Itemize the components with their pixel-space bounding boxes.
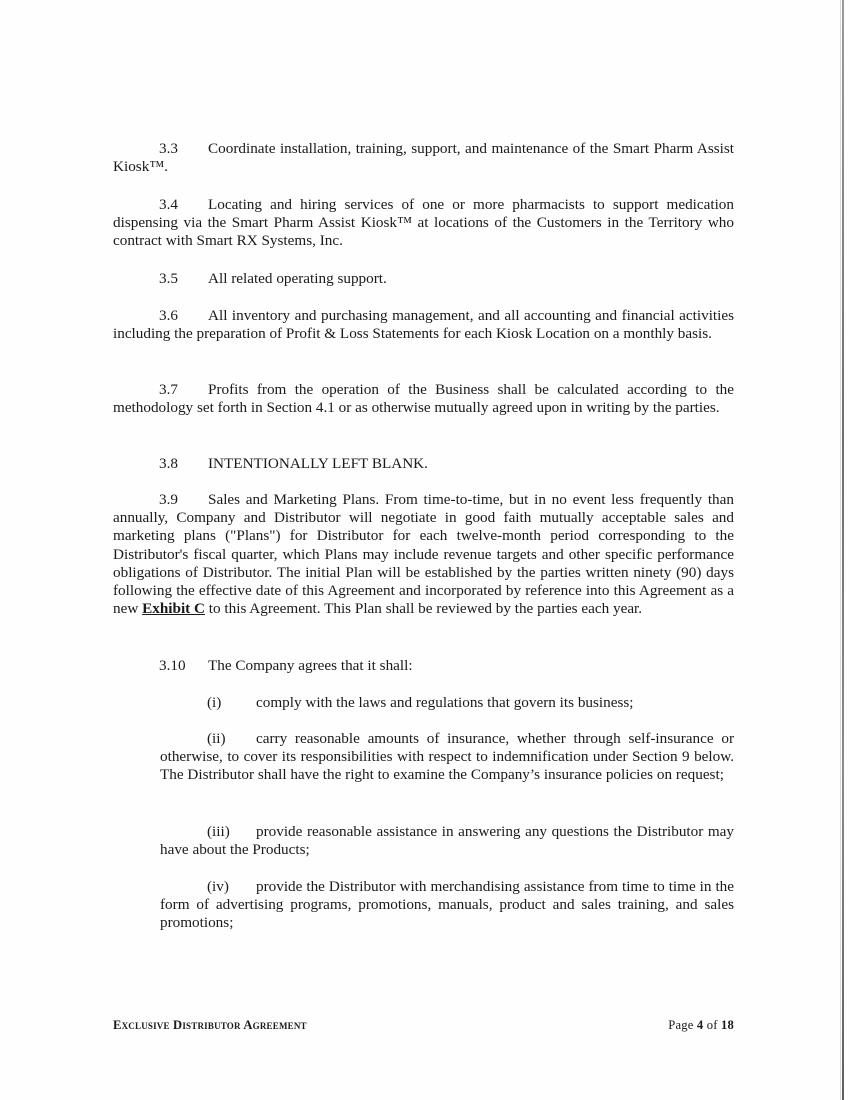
section-3-6 bbox=[113, 307, 734, 343]
section-text: Coordinate installation, training, support, and maintenance of the Smart Pharm Assist Kiosk™. bbox=[113, 140, 734, 176]
page-current: 4 bbox=[696, 1018, 704, 1032]
section-3-3 bbox=[113, 140, 734, 176]
section-text: Locating and hiring services of one or more pharmacists to support medication dispensing via the Smart Pharm Assist Kiosk™ at locations of the Customers in the Territory who contract with Smart RX Systems, Inc. bbox=[113, 196, 734, 250]
section-number: 3.5 bbox=[159, 270, 178, 287]
section-text-continued: to this Agreement. This Plan shall be reviewed by the parties each year. bbox=[208, 600, 643, 618]
section-text: Sales and Marketing Plans. From time-to-time, but in no event less frequently than annually, Company and Distributor will negotiate in good faith mutually acceptable sales and marketing plans ("Plans") for Distributor for each twelve-month period corresponding to the Distributor's fiscal quarter, which Plans may include revenue targets and other specific performance obligations of Distributor. The initial Plan will be established by the parties written ninety (90) days following the effective date of this Agreement and incorporated by reference into this Agreement as a new bbox=[113, 491, 734, 618]
section-text: All related operating support. bbox=[208, 270, 387, 287]
section-number: 3.3 bbox=[159, 140, 178, 157]
section-number: 3.4 bbox=[159, 196, 178, 213]
section-number: 3.6 bbox=[159, 307, 178, 324]
section-text: Profits from the operation of the Business shall be calculated according to the methodology set forth in Section 4.1 or as otherwise mutually agreed upon in writing by the parties. bbox=[113, 381, 734, 417]
scan-edge-highlight bbox=[840, 0, 841, 1100]
item-text: provide reasonable assistance in answering any questions the Distributor may have about the Products; bbox=[160, 823, 734, 859]
item-text: comply with the laws and regulations that govern its business; bbox=[256, 694, 634, 711]
item-number: (iii) bbox=[207, 823, 230, 840]
exhibit-reference: Exhibit C bbox=[142, 600, 205, 618]
section-number: 3.9 bbox=[159, 491, 178, 508]
section-3-10 bbox=[113, 657, 734, 675]
section-3-10-item-iv bbox=[160, 878, 734, 933]
item-number: (iv) bbox=[207, 878, 229, 895]
item-text: carry reasonable amounts of insurance, whether through self-insurance or otherwise, to cover its responsibilities with respect to indemnification under Section 9 below. The Distributor shall have the right to examine the Company’s insurance policies on request; bbox=[160, 730, 734, 784]
section-text: INTENTIONALLY LEFT BLANK. bbox=[208, 455, 428, 472]
section-3-5 bbox=[113, 270, 734, 288]
section-text: All inventory and purchasing management, and all accounting and financial activities including the preparation of Profit & Loss Statements for each Kiosk Location on a monthly basis. bbox=[113, 307, 734, 343]
item-number: (ii) bbox=[207, 730, 226, 747]
section-3-9 bbox=[113, 491, 734, 618]
page-total: 18 bbox=[721, 1018, 734, 1032]
item-text: provide the Distributor with merchandising assistance from time to time in the form of advertising programs, promotions, manuals, product and sales training, and sales promotions; bbox=[160, 878, 734, 932]
section-number: 3.8 bbox=[159, 455, 178, 472]
section-3-10-item-iii bbox=[160, 823, 734, 859]
section-number: 3.10 bbox=[159, 657, 186, 674]
footer-page-number bbox=[668, 1018, 734, 1033]
section-3-7 bbox=[113, 381, 734, 417]
page-of: of bbox=[706, 1018, 718, 1032]
scan-edge bbox=[842, 0, 844, 1100]
footer-document-title: Exclusive Distributor Agreement bbox=[113, 1018, 307, 1032]
section-3-4 bbox=[113, 196, 734, 251]
section-3-8 bbox=[113, 455, 734, 473]
section-text: The Company agrees that it shall: bbox=[208, 657, 413, 674]
page-footer bbox=[113, 1018, 734, 1033]
page-prefix: Page bbox=[668, 1018, 694, 1032]
item-number: (i) bbox=[207, 694, 222, 711]
section-3-10-item-ii bbox=[160, 730, 734, 785]
section-number: 3.7 bbox=[159, 381, 178, 398]
section-3-10-item-i bbox=[160, 694, 734, 712]
